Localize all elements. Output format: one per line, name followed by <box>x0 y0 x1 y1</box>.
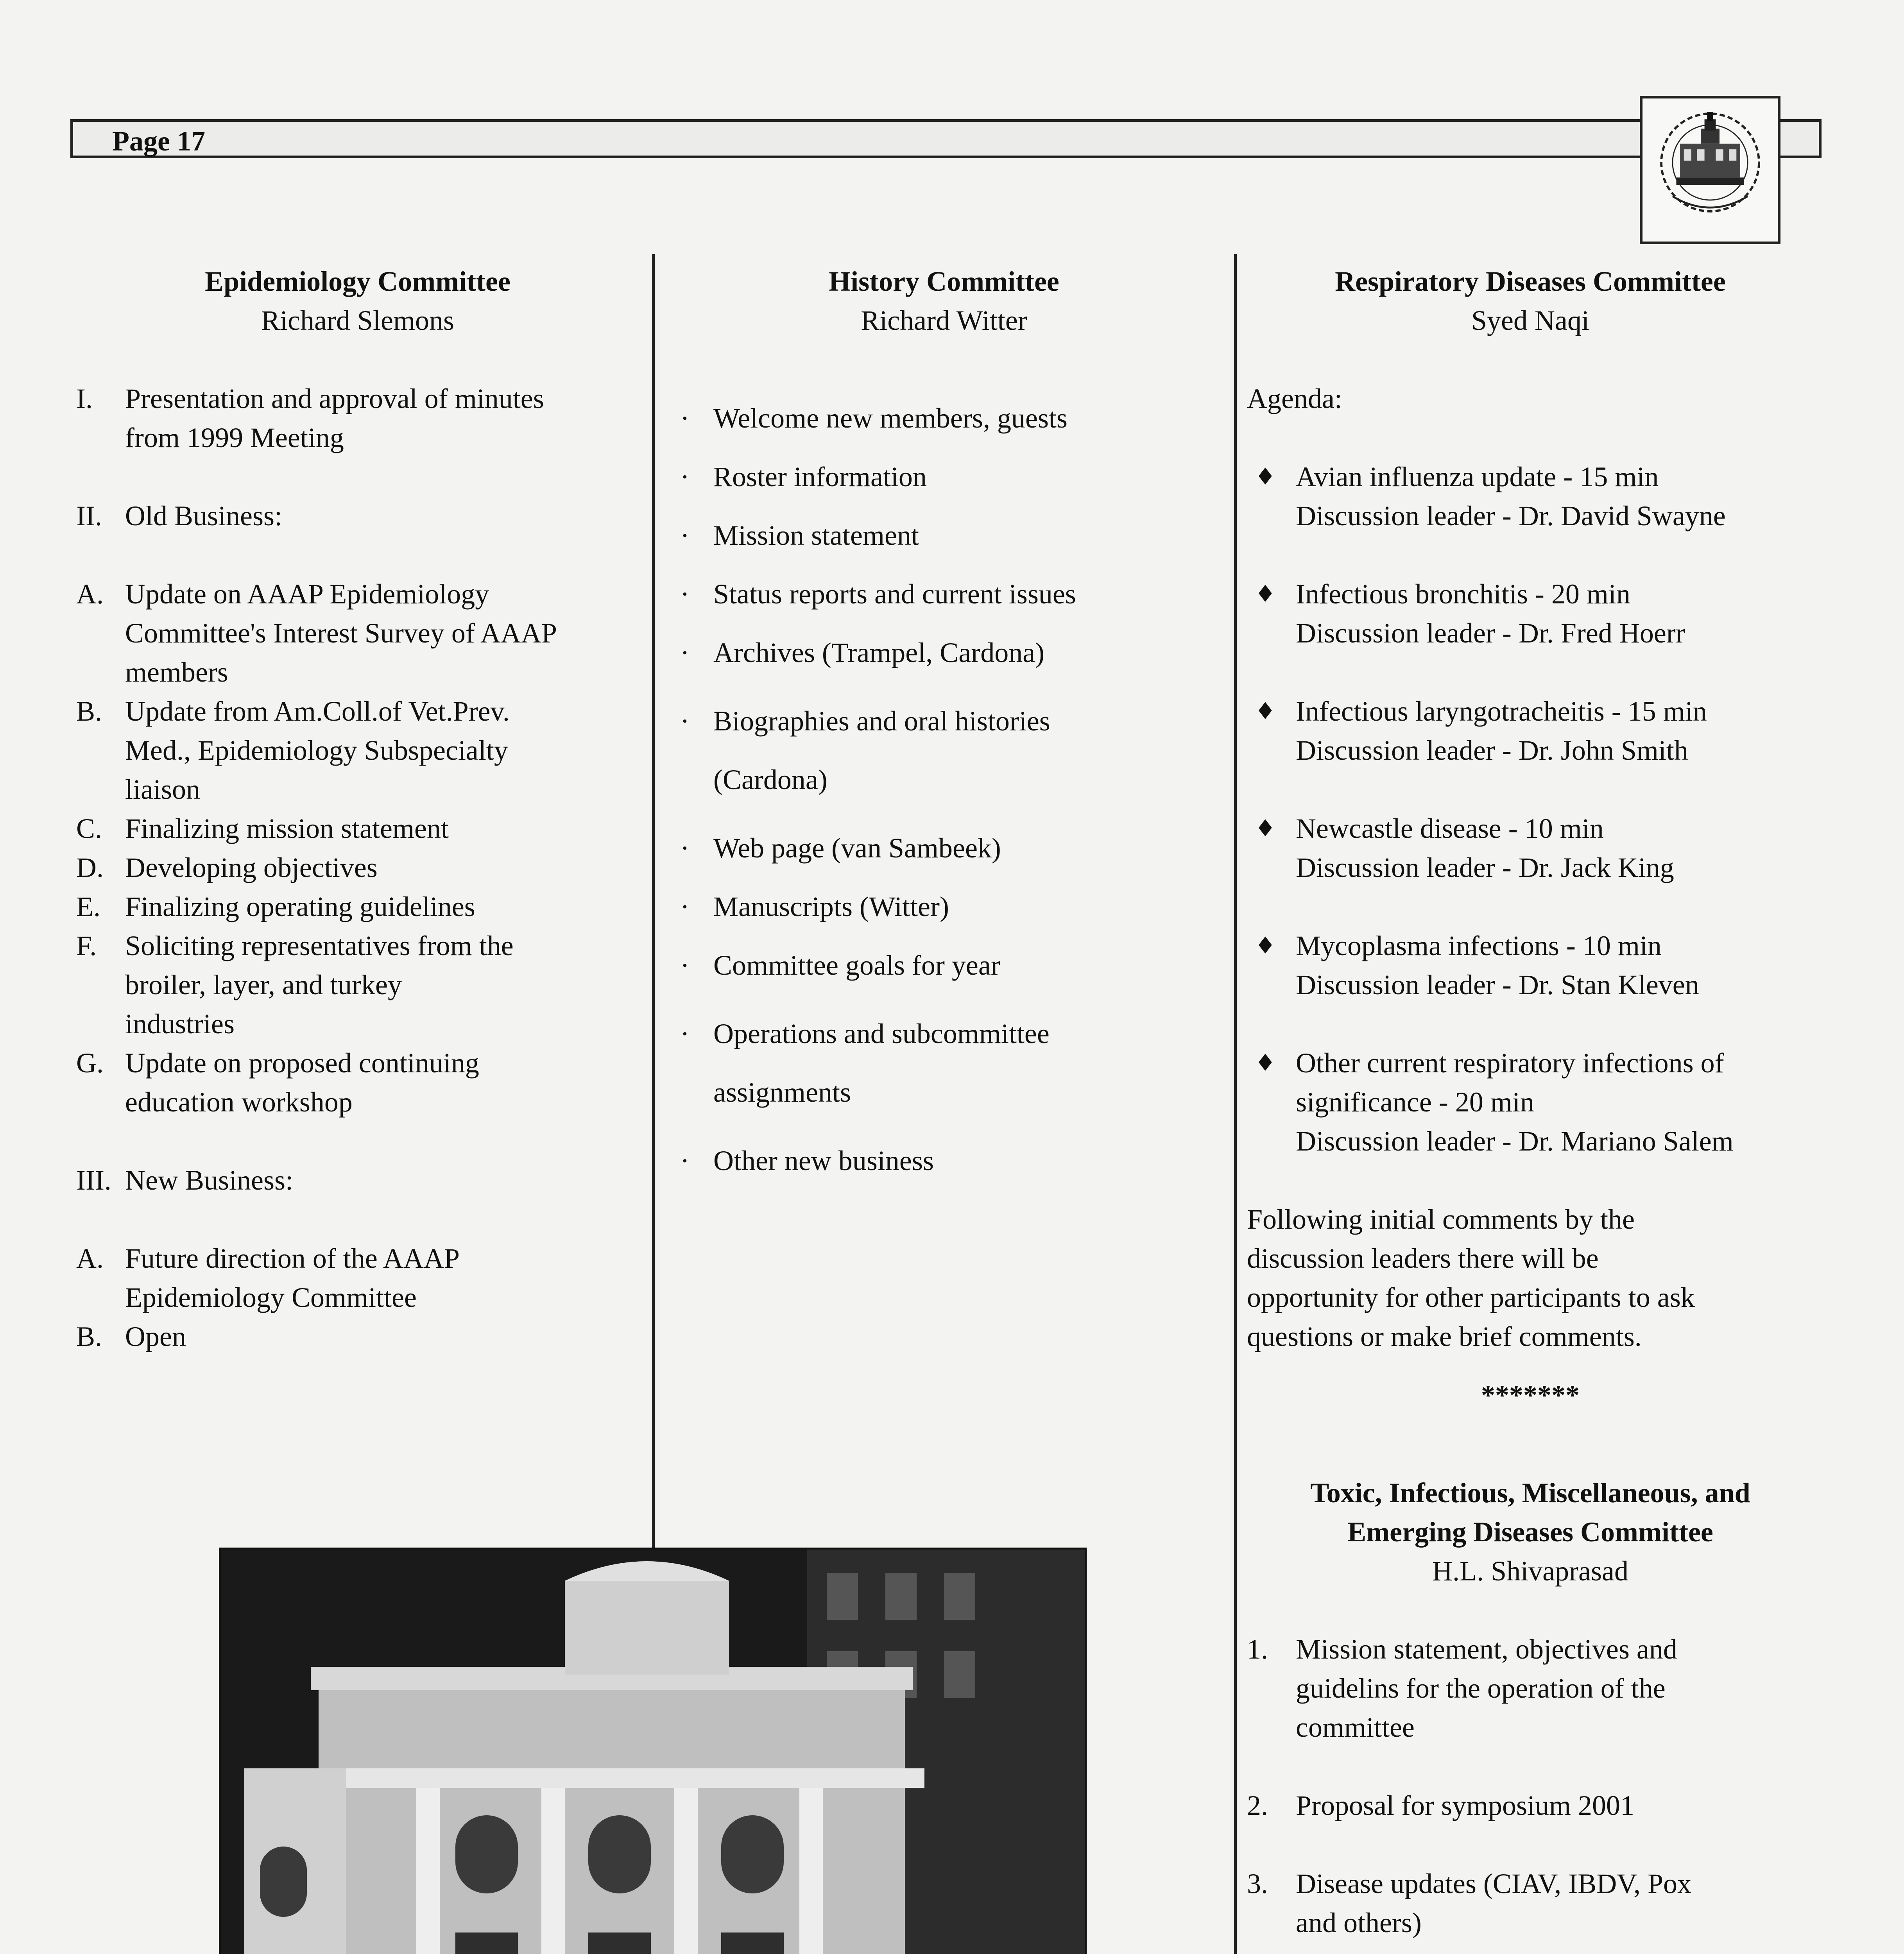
bullet-dot-icon: · <box>680 578 690 610</box>
item-line: Other new business <box>713 1145 934 1176</box>
item-number: III. <box>76 1165 111 1196</box>
item-letter: D. <box>76 852 104 883</box>
respiratory-chair: Syed Naqi <box>1471 305 1589 336</box>
building-photo <box>219 1548 1087 1954</box>
item-line: significance - 20 min <box>1296 1086 1534 1118</box>
bullet-dot-icon: · <box>680 637 690 668</box>
item-line: Future direction of the AAAP <box>125 1243 460 1274</box>
item-line: and others) <box>1296 1907 1422 1938</box>
agenda-label: Agenda: <box>1247 383 1342 414</box>
item-line: guidelins for the operation of the <box>1296 1673 1666 1704</box>
respiratory-committee-title: Respiratory Diseases Committee <box>1335 266 1726 297</box>
note-line: Following initial comments by the <box>1247 1204 1635 1235</box>
respiratory-agenda-item <box>1247 1043 1814 1161</box>
old-business-item <box>76 848 639 887</box>
item-line: Roster information <box>713 461 927 492</box>
item-number: 2. <box>1247 1790 1268 1821</box>
history-agenda-item <box>665 1141 1223 1180</box>
item-line: Operations and subcommittee <box>713 1018 1050 1049</box>
history-agenda-item <box>665 516 1223 555</box>
item-number: 1. <box>1247 1634 1268 1665</box>
item-line: Discussion leader - Dr. Mariano Salem <box>1296 1126 1734 1157</box>
item-line: Old Business: <box>125 500 283 531</box>
bullet-dot-icon: · <box>680 832 690 864</box>
respiratory-agenda-item <box>1247 809 1814 887</box>
epidemiology-committee-title: Epidemiology Committee <box>205 266 510 297</box>
respiratory-agenda-item <box>1247 692 1814 770</box>
page-header-bar <box>70 119 1822 158</box>
page-number: Page 17 <box>112 125 205 157</box>
item-line: Infectious bronchitis - 20 min <box>1296 578 1630 610</box>
diamond-bullet-icon: ♦ <box>1255 580 1276 608</box>
bullet-dot-icon: · <box>680 891 690 922</box>
item-line: Proposal for symposium 2001 <box>1296 1790 1635 1821</box>
item-line: Finalizing operating guidelines <box>125 891 475 922</box>
item-line: Web page (van Sambeek) <box>713 832 1001 864</box>
note-line: opportunity for other participants to ask <box>1247 1282 1695 1313</box>
item-line: Discussion leader - Dr. John Smith <box>1296 735 1688 766</box>
bullet-dot-icon: · <box>680 403 690 434</box>
item-line: Update from Am.Coll.of Vet.Prev. <box>125 696 510 727</box>
respiratory-agenda-item <box>1247 926 1814 1004</box>
item-letter: G. <box>76 1047 104 1079</box>
item-line: Finalizing mission statement <box>125 813 449 844</box>
old-business-item <box>76 926 639 1043</box>
item-line: education workshop <box>125 1086 353 1118</box>
item-presentation-minutes <box>76 379 639 457</box>
epidemiology-committee-column <box>76 262 639 1356</box>
item-line: Archives (Trampel, Cardona) <box>713 637 1045 668</box>
city-seal-logo <box>1640 96 1780 244</box>
history-committee-title: History Committee <box>829 266 1059 297</box>
respiratory-closing-note <box>1247 1200 1814 1356</box>
toxic-committee-title-line2: Emerging Diseases Committee <box>1347 1516 1713 1548</box>
old-business-item <box>76 692 639 809</box>
respiratory-committee-column <box>1247 262 1814 1954</box>
history-chair: Richard Witter <box>861 305 1027 336</box>
item-line: Discussion leader - Dr. Jack King <box>1296 852 1674 883</box>
note-line: discussion leaders there will be <box>1247 1243 1599 1274</box>
item-line: Mission statement <box>713 520 919 551</box>
item-line: Discussion leader - Dr. Fred Hoerr <box>1296 617 1685 649</box>
item-line: Update on proposed continuing <box>125 1047 479 1079</box>
old-business-item <box>76 809 639 848</box>
item-line: from 1999 Meeting <box>125 422 344 453</box>
item-line: Mycoplasma infections - 10 min <box>1296 930 1662 961</box>
diamond-bullet-icon: ♦ <box>1255 815 1276 842</box>
item-line: members <box>125 657 228 688</box>
bullet-dot-icon: · <box>680 461 690 492</box>
item-line: Committee goals for year <box>713 950 1000 981</box>
item-line: Biographies and oral histories <box>713 705 1050 737</box>
item-line: Infectious laryngotracheitis - 15 min <box>1296 696 1707 727</box>
building-illustration <box>221 1550 1085 1954</box>
item-line: Other current respiratory infections of <box>1296 1047 1724 1079</box>
item-number: I. <box>76 383 93 414</box>
item-line: Epidemiology Committee <box>125 1282 417 1313</box>
toxic-agenda-item <box>1247 1630 1814 1747</box>
section-separator: ******* <box>1481 1380 1580 1411</box>
item-letter: B. <box>76 1321 102 1352</box>
item-letter: E. <box>76 891 100 922</box>
item-line: Open <box>125 1321 186 1352</box>
bullet-dot-icon: · <box>680 520 690 551</box>
item-number: II. <box>76 500 102 531</box>
item-line: Update on AAAP Epidemiology <box>125 578 489 610</box>
old-business-item <box>76 1043 639 1122</box>
history-agenda-item <box>665 574 1223 614</box>
item-line: Disease updates (CIAV, IBDV, Pox <box>1296 1868 1692 1899</box>
item-line: Developing objectives <box>125 852 378 883</box>
item-line: Mission statement, objectives and <box>1296 1634 1677 1665</box>
item-line: (Cardona) <box>713 764 828 795</box>
item-line: Status reports and current issues <box>713 578 1076 610</box>
new-business-item <box>76 1317 639 1356</box>
bullet-dot-icon: · <box>680 1145 690 1176</box>
item-old-business <box>76 496 639 535</box>
diamond-bullet-icon: ♦ <box>1255 463 1276 490</box>
toxic-agenda-item <box>1247 1864 1814 1942</box>
history-agenda-item <box>665 633 1223 672</box>
item-line: Presentation and approval of minutes <box>125 383 544 414</box>
item-line: assignments <box>713 1077 851 1108</box>
item-line: broiler, layer, and turkey <box>125 969 402 1000</box>
item-line: Discussion leader - Dr. David Swayne <box>1296 500 1726 531</box>
item-letter: B. <box>76 696 102 727</box>
toxic-agenda-item <box>1247 1786 1814 1825</box>
item-letter: F. <box>76 930 97 961</box>
epidemiology-chair: Richard Slemons <box>261 305 454 336</box>
bullet-dot-icon: · <box>680 950 690 981</box>
item-letter: A. <box>76 1243 104 1274</box>
history-committee-column <box>665 262 1223 1180</box>
item-line: Committee's Interest Survey of AAAP <box>125 617 557 649</box>
item-line: Soliciting representatives from the <box>125 930 514 961</box>
item-number: 3. <box>1247 1868 1268 1899</box>
new-business-item <box>76 1239 639 1317</box>
toxic-committee-title-line1: Toxic, Infectious, Miscellaneous, and <box>1310 1477 1750 1508</box>
note-line: questions or make brief comments. <box>1247 1321 1642 1352</box>
item-line: Welcome new members, guests <box>713 403 1068 434</box>
item-line: New Business: <box>125 1165 293 1196</box>
item-letter: A. <box>76 578 104 610</box>
old-business-item <box>76 887 639 926</box>
old-business-item <box>76 574 639 692</box>
item-line: Manuscripts (Witter) <box>713 891 949 922</box>
history-agenda-item <box>665 1004 1223 1122</box>
history-agenda-item <box>665 692 1223 809</box>
bullet-dot-icon: · <box>680 1018 690 1049</box>
diamond-bullet-icon: ♦ <box>1255 1049 1276 1077</box>
respiratory-agenda-item <box>1247 574 1814 653</box>
respiratory-agenda-item <box>1247 457 1814 535</box>
item-line: Newcastle disease - 10 min <box>1296 813 1604 844</box>
item-line: Med., Epidemiology Subspecialty <box>125 735 508 766</box>
seal-emblem-icon <box>1642 98 1778 242</box>
item-line: Avian influenza update - 15 min <box>1296 461 1659 492</box>
item-line: liaison <box>125 774 200 805</box>
history-agenda-item <box>665 887 1223 926</box>
history-agenda-item <box>665 828 1223 868</box>
column-divider-right <box>1234 254 1237 1954</box>
history-agenda-item <box>665 946 1223 985</box>
item-letter: C. <box>76 813 102 844</box>
item-line: Discussion leader - Dr. Stan Kleven <box>1296 969 1699 1000</box>
item-line: committee <box>1296 1712 1415 1743</box>
bullet-dot-icon: · <box>680 705 690 737</box>
history-agenda-item <box>665 399 1223 438</box>
toxic-chair: H.L. Shivaprasad <box>1432 1555 1628 1587</box>
item-new-business <box>76 1161 639 1200</box>
diamond-bullet-icon: ♦ <box>1255 932 1276 959</box>
history-agenda-item <box>665 457 1223 496</box>
diamond-bullet-icon: ♦ <box>1255 698 1276 725</box>
item-line: industries <box>125 1008 235 1040</box>
